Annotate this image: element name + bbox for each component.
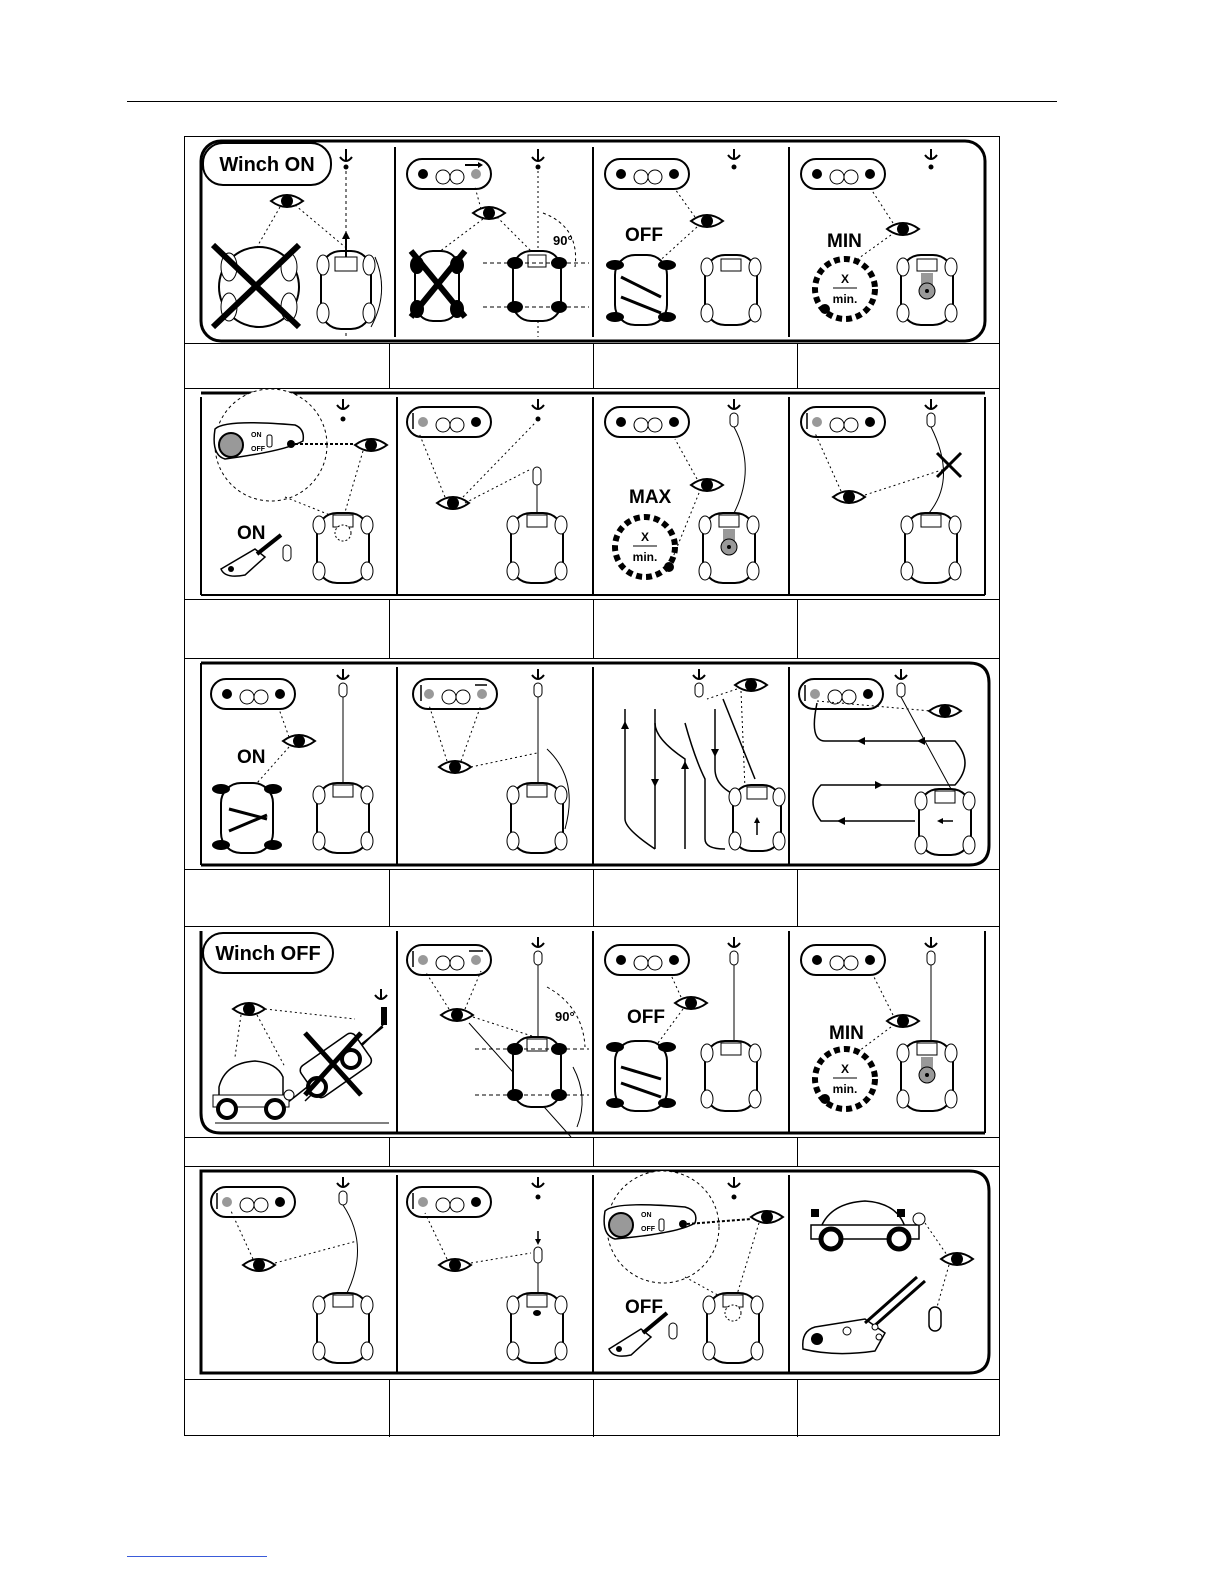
svg-text:OFF: OFF: [641, 1226, 655, 1233]
machine-icon: [897, 1041, 957, 1111]
machine-icon: [507, 1037, 567, 1107]
row-4-illustrations: [185, 927, 999, 1137]
svg-text:ON: ON: [251, 432, 262, 439]
caption-cell: [797, 600, 999, 658]
svg-text:OFF: OFF: [251, 446, 265, 453]
caption-cell: [185, 870, 389, 926]
off-label: OFF: [627, 1007, 665, 1028]
panel-2-1: [214, 389, 387, 583]
machine-icon: [703, 1293, 763, 1363]
caption-cell: [593, 1380, 797, 1437]
caption-cell: [797, 870, 999, 926]
caption-row-1: [185, 343, 999, 389]
remote-control-icon: [801, 945, 885, 975]
svg-text:ON: ON: [641, 1212, 652, 1219]
speed-dial-icon: [815, 1049, 875, 1109]
caption-cell: [389, 870, 593, 926]
angle-label: 90°: [553, 233, 573, 248]
winch-lever-icon: [803, 1277, 941, 1354]
eye-icon: [473, 207, 505, 219]
winch-off-title: Winch OFF: [215, 943, 321, 965]
caption-cell: [389, 344, 593, 388]
svg-text:X: X: [840, 272, 850, 286]
eye-icon: [271, 195, 303, 207]
panel-4-2: [407, 937, 589, 1137]
anchor-icon: [532, 1177, 544, 1200]
caption-cell: [797, 344, 999, 388]
remote-control-icon: [605, 407, 689, 437]
eye-icon: [751, 1211, 783, 1223]
winch-lever-icon: [609, 1313, 677, 1356]
panel-3-2: [413, 669, 569, 853]
header-rule: [127, 101, 1057, 102]
row-3-illustrations: [185, 659, 999, 869]
eye-icon: [675, 997, 707, 1009]
caption-cell: [389, 1380, 593, 1437]
on-label: ON: [237, 523, 266, 544]
eye-icon: [691, 215, 723, 227]
anchor-icon: [337, 669, 349, 679]
panel-4-1: [203, 933, 389, 1123]
anchor-icon: [925, 149, 937, 170]
anchor-icon: [925, 399, 937, 409]
anchor-icon: [532, 937, 544, 947]
eye-icon: [233, 1003, 265, 1015]
row-2-illustrations: [185, 389, 999, 599]
caption-cell: [185, 1138, 389, 1166]
switch-knob-icon: [219, 433, 243, 457]
caption-cell: [389, 600, 593, 658]
caption-cell: [185, 344, 389, 388]
panel-2-3: [605, 399, 759, 583]
remote-control-icon: [407, 945, 491, 975]
footer-link-underline: [127, 1556, 267, 1557]
caption-cell: [593, 870, 797, 926]
anchor-icon: [728, 1177, 740, 1200]
caption-cell: [389, 1138, 593, 1166]
svg-text:X: X: [640, 530, 650, 544]
machine-icon: [313, 1293, 373, 1363]
svg-text:min.: min.: [832, 292, 858, 306]
anchor-icon: [925, 937, 937, 947]
eye-icon: [355, 439, 387, 451]
remote-control-icon: [407, 159, 491, 189]
caption-row-4: [185, 1137, 999, 1167]
eye-icon: [941, 1253, 973, 1265]
machine-icon: [313, 513, 373, 583]
caption-cell: [797, 1380, 999, 1437]
speed-dial-icon: [615, 517, 675, 577]
machine-icon: [606, 255, 676, 325]
anchor-icon: [532, 399, 544, 422]
caption-cell: [797, 1138, 999, 1166]
caption-cell: [593, 1138, 797, 1166]
min-label: MIN: [829, 1023, 864, 1044]
caption-cell: [185, 1380, 389, 1437]
remote-control-icon: [211, 1187, 295, 1217]
machine-icon: [507, 783, 567, 853]
caption-cell: [593, 344, 797, 388]
off-label: OFF: [625, 1297, 663, 1318]
anchor-icon: [895, 669, 907, 679]
caption-cell: [185, 600, 389, 658]
anchor-icon: [375, 989, 387, 999]
machine-icon: [213, 1061, 294, 1118]
remote-control-icon: [407, 407, 491, 437]
caption-row-2: [185, 599, 999, 659]
eye-icon: [437, 497, 469, 509]
svg-text:min.: min.: [832, 1082, 858, 1096]
min-label: MIN: [827, 231, 862, 252]
svg-text:X: X: [840, 1062, 850, 1076]
anchor-icon: [693, 669, 705, 679]
machine-icon: [606, 1041, 676, 1111]
panel-5-1: [211, 1177, 373, 1363]
panel-1-4: [801, 149, 957, 325]
eye-icon: [735, 679, 767, 691]
off-label: OFF: [625, 225, 663, 246]
remote-control-icon: [605, 945, 689, 975]
eye-icon: [691, 479, 723, 491]
anchor-icon: [337, 399, 349, 422]
switch-knob-icon: [609, 1213, 633, 1237]
panel-1-3: [605, 149, 761, 325]
machine-icon: [212, 783, 282, 853]
panel-4-4: [801, 937, 957, 1111]
panel-3-3: [621, 669, 785, 851]
anchor-icon: [728, 399, 740, 409]
remote-control-icon: [799, 679, 883, 709]
eye-icon: [283, 735, 315, 747]
max-label: MAX: [629, 487, 672, 508]
eye-icon: [833, 491, 865, 503]
on-label: ON: [237, 747, 266, 768]
machine-icon: [811, 1201, 925, 1249]
eye-icon: [439, 761, 471, 773]
eye-icon: [887, 1015, 919, 1027]
eye-icon: [887, 223, 919, 235]
panel-5-4: [803, 1201, 973, 1354]
remote-control-icon: [413, 679, 497, 709]
eye-icon: [929, 705, 961, 717]
anchor-icon: [728, 149, 740, 170]
panel-3-4: [799, 669, 975, 855]
machine-icon: [701, 1041, 761, 1111]
angle-label: 90°: [555, 1009, 575, 1024]
caption-cell: [593, 600, 797, 658]
machine-icon: [729, 785, 785, 851]
remote-control-icon: [801, 407, 885, 437]
instruction-grid: [184, 136, 1000, 1436]
machine-icon: [317, 251, 375, 329]
speed-dial-icon: [815, 259, 875, 319]
panel-1-2: [407, 149, 589, 337]
row-1-illustrations: [185, 137, 999, 343]
panel-3-1: [211, 669, 373, 853]
anchor-icon: [728, 937, 740, 947]
eye-icon: [243, 1259, 275, 1271]
remote-control-icon: [211, 679, 295, 709]
machine-icon: [699, 513, 759, 583]
anchor-icon: [340, 149, 352, 170]
anchor-icon: [532, 149, 544, 170]
row-5-illustrations: [185, 1167, 999, 1379]
panel-5-3: [604, 1171, 783, 1363]
panel-4-3: [605, 937, 761, 1111]
remote-control-icon: [407, 1187, 491, 1217]
svg-text:min.: min.: [632, 550, 658, 564]
machine-icon: [897, 255, 957, 325]
remote-control-icon: [801, 159, 885, 189]
eye-icon: [439, 1259, 471, 1271]
machine-icon: [701, 255, 761, 325]
panel-2-2: [407, 399, 567, 583]
machine-icon: [915, 789, 975, 855]
remote-control-icon: [605, 159, 689, 189]
machine-icon: [901, 513, 961, 583]
anchor-icon: [337, 1177, 349, 1187]
panel-1-1: [203, 143, 382, 337]
machine-icon: [507, 251, 567, 321]
panel-5-2: [407, 1177, 567, 1363]
eye-icon: [441, 1009, 473, 1021]
machine-icon: [507, 1293, 567, 1363]
panel-2-4: [801, 399, 961, 583]
caption-row-3: [185, 869, 999, 927]
winch-on-title: Winch ON: [219, 154, 315, 176]
machine-icon: [507, 513, 567, 583]
machine-icon: [313, 783, 373, 853]
anchor-icon: [532, 669, 544, 679]
caption-row-5: [185, 1379, 999, 1437]
